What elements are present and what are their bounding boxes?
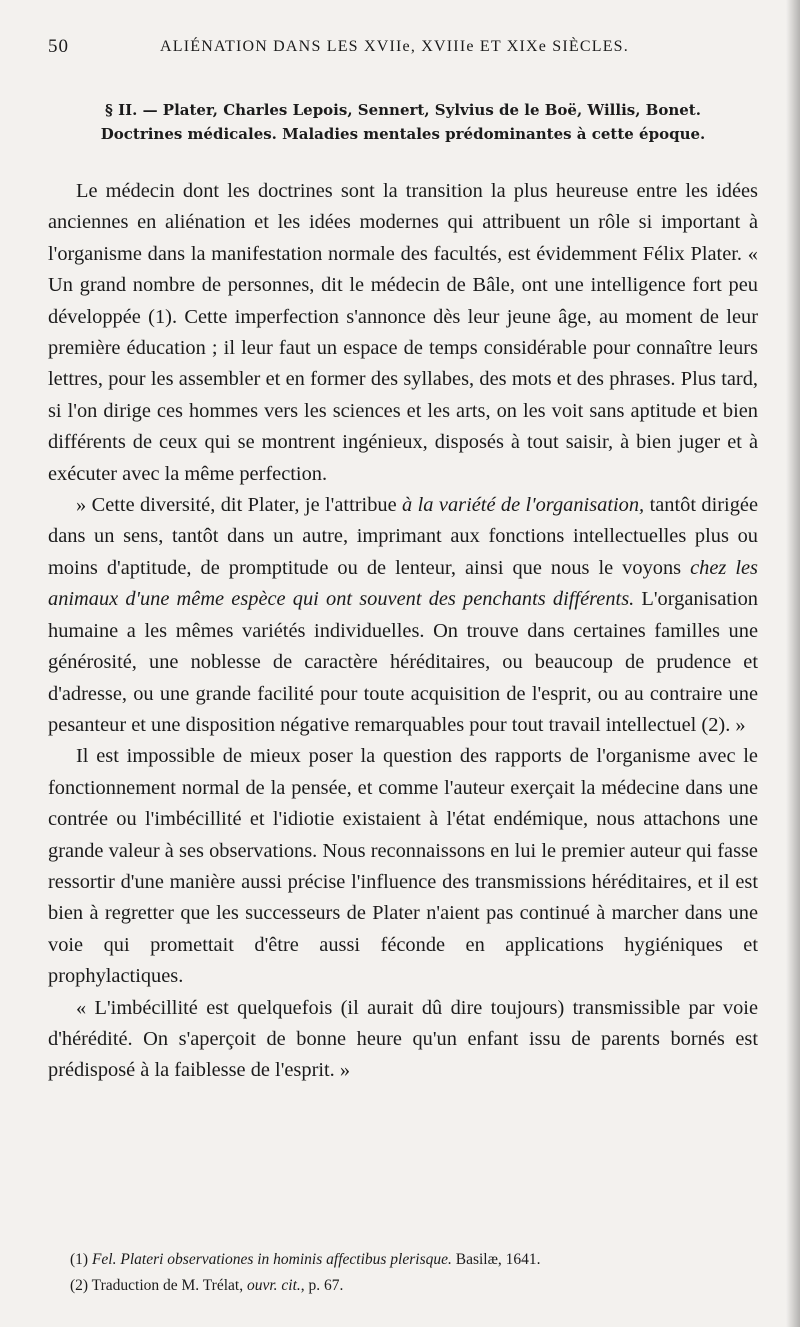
footnote-2 bbox=[70, 1273, 758, 1299]
footnote-1 bbox=[70, 1247, 758, 1273]
paragraph-2-part-e: L'organisation humaine a les mêmes variétés individuelles. On trouve dans certaines familles une générosité, une noblesse de caractère héréditaires, ou beaucoup de prudence et d'adresse, ou une grande facilité pour toute acquisition de l'esprit, ou au contraire une pesanteur et une disposition négative remarquables pour tout travail intellectuel (2). » bbox=[48, 588, 758, 736]
page-edge-shadow bbox=[786, 0, 800, 1327]
running-title: ALIÉNATION DANS LES XVIIe, XVIIIe ET XIXe SIÈCLES. bbox=[160, 38, 629, 55]
paragraph-2 bbox=[48, 490, 758, 741]
paragraph-2-italic-b: chez les animaux d'une même espèce qui ont souvent des penchants différents. bbox=[48, 556, 758, 611]
section-heading bbox=[48, 98, 758, 146]
footnote-1-rest: Basilæ, 1641. bbox=[451, 1251, 541, 1268]
body-text bbox=[48, 176, 758, 1087]
paragraph-4: « L'imbécillité est quelquefois (il aurait dû dire toujours) transmissible par voie d'hérédité. On s'aperçoit de bonne heure qu'un enfant issu de parents bornés est prédisposé à la faiblesse de l'esprit. » bbox=[48, 996, 758, 1082]
footnote-2-rest: , p. 67. bbox=[300, 1277, 344, 1294]
footnote-1-title: Fel. Plateri observationes in hominis affectibus plerisque. bbox=[91, 1251, 452, 1268]
footnote-1-mark: (1) bbox=[70, 1251, 89, 1268]
running-head bbox=[48, 30, 758, 62]
paragraph-2-part-c: tantôt dirigée dans un sens, tantôt dans un autre, imprimant aux fonctions intellectuelles plus ou moins d'aptitude, de promptitude ou de lenteur, ainsi que nous le voyons bbox=[48, 494, 759, 579]
footnotes bbox=[70, 1247, 758, 1299]
footnote-2-mark: (2) bbox=[70, 1277, 89, 1294]
footnote-2-ref: ouvr. cit. bbox=[246, 1277, 301, 1294]
paragraph-3: Il est impossible de mieux poser la question des rapports de l'organisme avec le fonctionnement normal de la pensée, et comme l'auteur exerçait la médecine dans une contrée ou l'imbécillité et l'idiotie existaient à l'état endémique, nous attachons une grande valeur à ses observations. Nous reconnaissons en lui le premier auteur qui fasse ressortir d'une manière aussi précise l'influence des transmissions héréditaires, et il est bien à regretter que les successeurs de Plater n'aient pas continué à marcher dans une voie qui promettait d'être aussi féconde en applications hygiéniques et prophylactiques. bbox=[48, 745, 758, 988]
paragraph-2-italic-a: à la variété de l'organisation, bbox=[402, 494, 645, 517]
section-heading-line-2: Doctrines médicales. Maladies mentales prédominantes à cette époque. bbox=[100, 125, 706, 143]
footnote-2-text: Traduction de M. Trélat, bbox=[88, 1277, 247, 1294]
paragraph-2-part-a: » Cette diversité, dit Plater, je l'attribue bbox=[76, 494, 403, 517]
paragraph-1: Le médecin dont les doctrines sont la transition la plus heureuse entre les idées anciennes en aliénation et les idées modernes qui attribuent un rôle si important à l'organisme dans la manifestation normale des facultés, est évidemment Félix Plater. « Un grand nombre de personnes, dit le médecin de Bâle, ont une intelligence fort peu développée (1). Cette imperfection s'annonce dès leur jeune âge, au moment de leur première éducation ; il leur faut un espace de temps considérable pour connaître leurs lettres, pour les assembler et en former des syllabes, des mots et des phrases. Plus tard, si l'on dirige ces hommes vers les sciences et les arts, on les voit sans aptitude et bien différents de ceux qui se montrent ingénieux, disposés à tout saisir, à bien juger et à exécuter avec la même perfection. bbox=[48, 180, 758, 485]
section-heading-line-1: § II. — Plater, Charles Lepois, Sennert, Sylvius de le Boë, Willis, Bonet. bbox=[105, 101, 701, 119]
page-number: 50 bbox=[48, 36, 69, 57]
